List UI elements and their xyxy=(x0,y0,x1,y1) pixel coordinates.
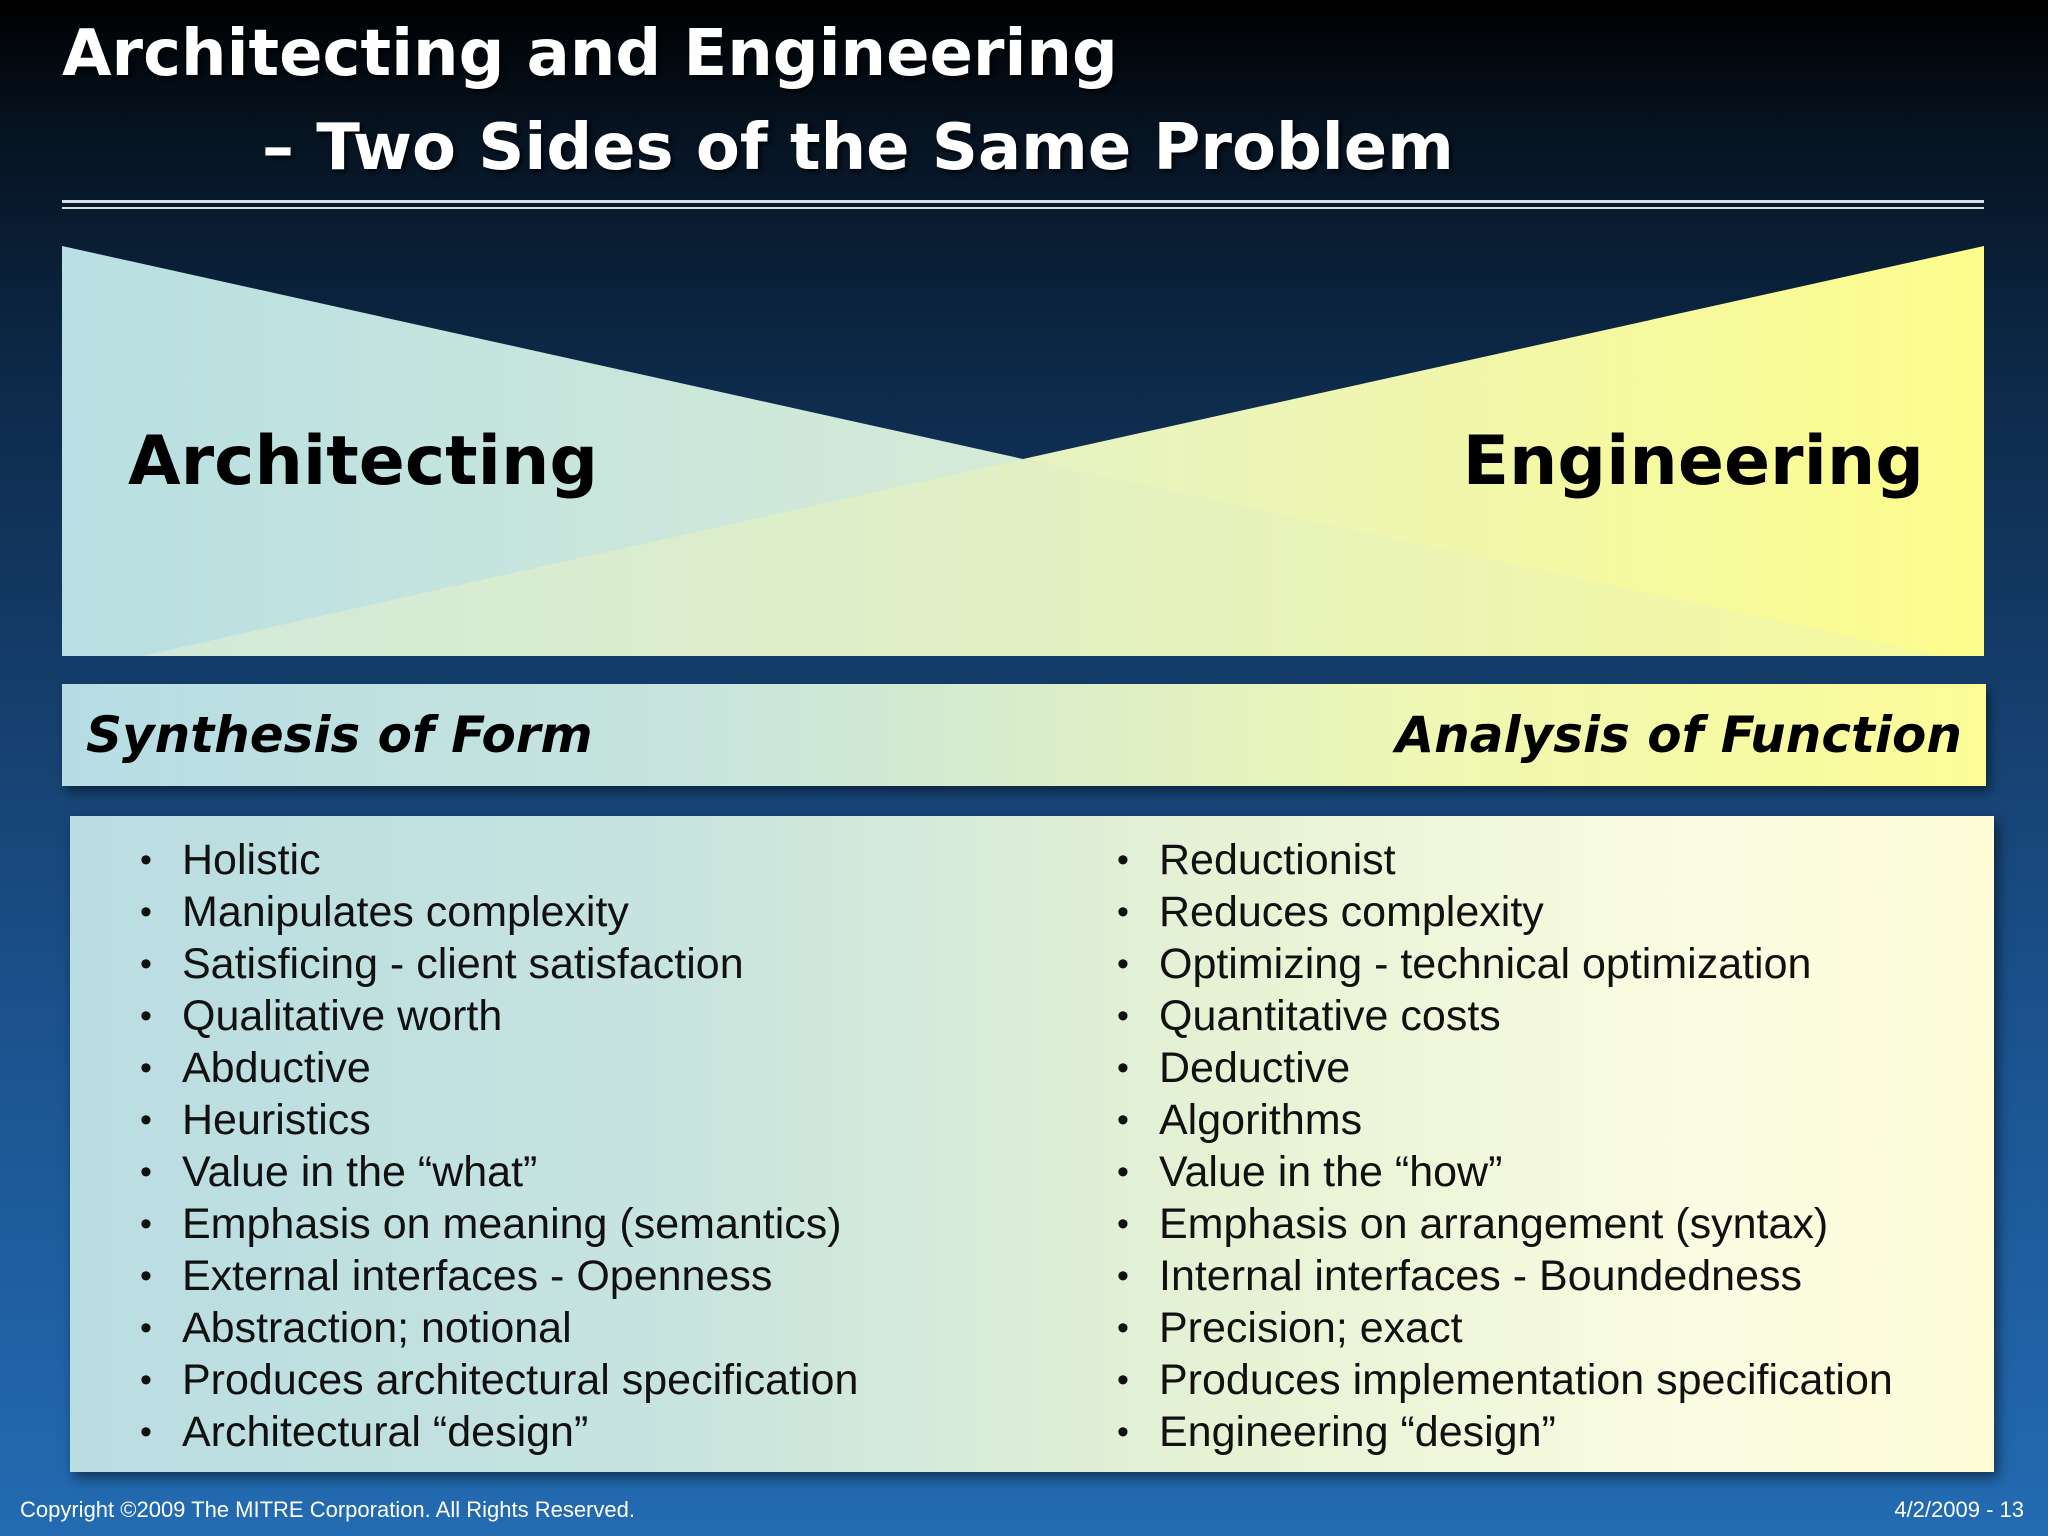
list-item xyxy=(140,886,858,938)
list-item xyxy=(140,1354,858,1406)
list-item xyxy=(1117,1094,1893,1146)
list-item-text: Engineering “design” xyxy=(1159,1408,1556,1456)
list-item-text: Emphasis on meaning (semantics) xyxy=(182,1200,842,1248)
list-item xyxy=(1117,886,1893,938)
engineering-label: Engineering xyxy=(1462,422,1924,501)
banner xyxy=(62,684,1986,786)
list-item-text: Reductionist xyxy=(1159,836,1396,884)
list-item xyxy=(140,834,858,886)
bullet-icon: • xyxy=(140,997,152,1035)
list-item-text: Value in the “how” xyxy=(1159,1148,1503,1196)
list-item-text: Reduces complexity xyxy=(1159,888,1544,936)
bullet-icon: • xyxy=(1117,997,1129,1035)
list-item xyxy=(1117,938,1893,990)
engineering-list xyxy=(1117,834,1893,1458)
list-item xyxy=(140,1042,858,1094)
list-item xyxy=(140,1250,858,1302)
bullet-icon: • xyxy=(140,1413,152,1451)
bullet-icon: • xyxy=(1117,1309,1129,1347)
list-item xyxy=(1117,1250,1893,1302)
list-item xyxy=(140,1302,858,1354)
bullet-icon: • xyxy=(1117,1153,1129,1191)
bullet-icon: • xyxy=(140,893,152,931)
bullet-icon: • xyxy=(140,1153,152,1191)
list-item-text: Algorithms xyxy=(1159,1096,1363,1144)
bullet-icon: • xyxy=(140,1257,152,1295)
list-item-text: Manipulates complexity xyxy=(182,888,629,936)
list-item xyxy=(140,1406,858,1458)
architecting-label: Architecting xyxy=(128,422,599,501)
title-divider-secondary xyxy=(62,207,1984,209)
bullet-icon: • xyxy=(1117,1049,1129,1087)
copyright-text: Copyright ©2009 The MITRE Corporation. All Rights Reserved. xyxy=(20,1497,635,1522)
bullet-icon: • xyxy=(1117,1205,1129,1243)
list-item xyxy=(1117,834,1893,886)
list-item-text: Precision; exact xyxy=(1159,1304,1463,1352)
list-item-text: Abductive xyxy=(182,1044,371,1092)
list-item xyxy=(1117,1354,1893,1406)
list-item xyxy=(1117,1406,1893,1458)
list-item xyxy=(140,1146,858,1198)
list-item-text: Holistic xyxy=(182,836,321,884)
list-item-text: Heuristics xyxy=(182,1096,371,1144)
list-item xyxy=(140,990,858,1042)
page-number: 4/2/2009 - 13 xyxy=(1894,1497,2024,1522)
list-item xyxy=(140,1094,858,1146)
bullet-icon: • xyxy=(140,841,152,879)
bullet-icon: • xyxy=(1117,1257,1129,1295)
analysis-of-function-label: Analysis of Function xyxy=(1395,706,1962,764)
list-item xyxy=(1117,1198,1893,1250)
slide-title: Architecting and Engineering xyxy=(62,17,1118,91)
bullet-icon: • xyxy=(1117,1101,1129,1139)
list-item-text: Optimizing - technical optimization xyxy=(1159,940,1812,988)
list-item-text: Deductive xyxy=(1159,1044,1351,1092)
list-item-text: Produces architectural specification xyxy=(182,1356,859,1404)
list-item-text: External interfaces - Openness xyxy=(182,1252,773,1300)
list-item xyxy=(140,938,858,990)
list-item-text: Internal interfaces - Boundedness xyxy=(1159,1252,1803,1300)
comparison-panel xyxy=(70,816,1994,1472)
list-item xyxy=(1117,1042,1893,1094)
list-item xyxy=(140,1198,858,1250)
list-item-text: Produces implementation specification xyxy=(1159,1356,1893,1404)
list-item-text: Quantitative costs xyxy=(1159,992,1501,1040)
list-item-text: Value in the “what” xyxy=(182,1148,538,1196)
bullet-icon: • xyxy=(140,945,152,983)
architecting-list xyxy=(140,834,858,1458)
slide-subtitle: – Two Sides of the Same Problem xyxy=(262,111,1454,185)
list-item-text: Qualitative worth xyxy=(182,992,503,1040)
list-item-text: Emphasis on arrangement (syntax) xyxy=(1159,1200,1829,1248)
bullet-icon: • xyxy=(140,1101,152,1139)
bullet-icon: • xyxy=(1117,893,1129,931)
list-item-text: Satisficing - client satisfaction xyxy=(182,940,744,988)
bullet-icon: • xyxy=(140,1049,152,1087)
bullet-icon: • xyxy=(1117,1413,1129,1451)
list-item xyxy=(1117,1302,1893,1354)
bullet-icon: • xyxy=(140,1361,152,1399)
bullet-icon: • xyxy=(140,1205,152,1243)
synthesis-of-form-label: Synthesis of Form xyxy=(86,706,593,764)
list-item xyxy=(1117,990,1893,1042)
list-item-text: Abstraction; notional xyxy=(182,1304,572,1352)
bullet-icon: • xyxy=(1117,841,1129,879)
list-item-text: Architectural “design” xyxy=(182,1408,589,1456)
bullet-icon: • xyxy=(140,1309,152,1347)
bullet-icon: • xyxy=(1117,1361,1129,1399)
title-divider xyxy=(62,200,1984,203)
list-item xyxy=(1117,1146,1893,1198)
bullet-icon: • xyxy=(1117,945,1129,983)
